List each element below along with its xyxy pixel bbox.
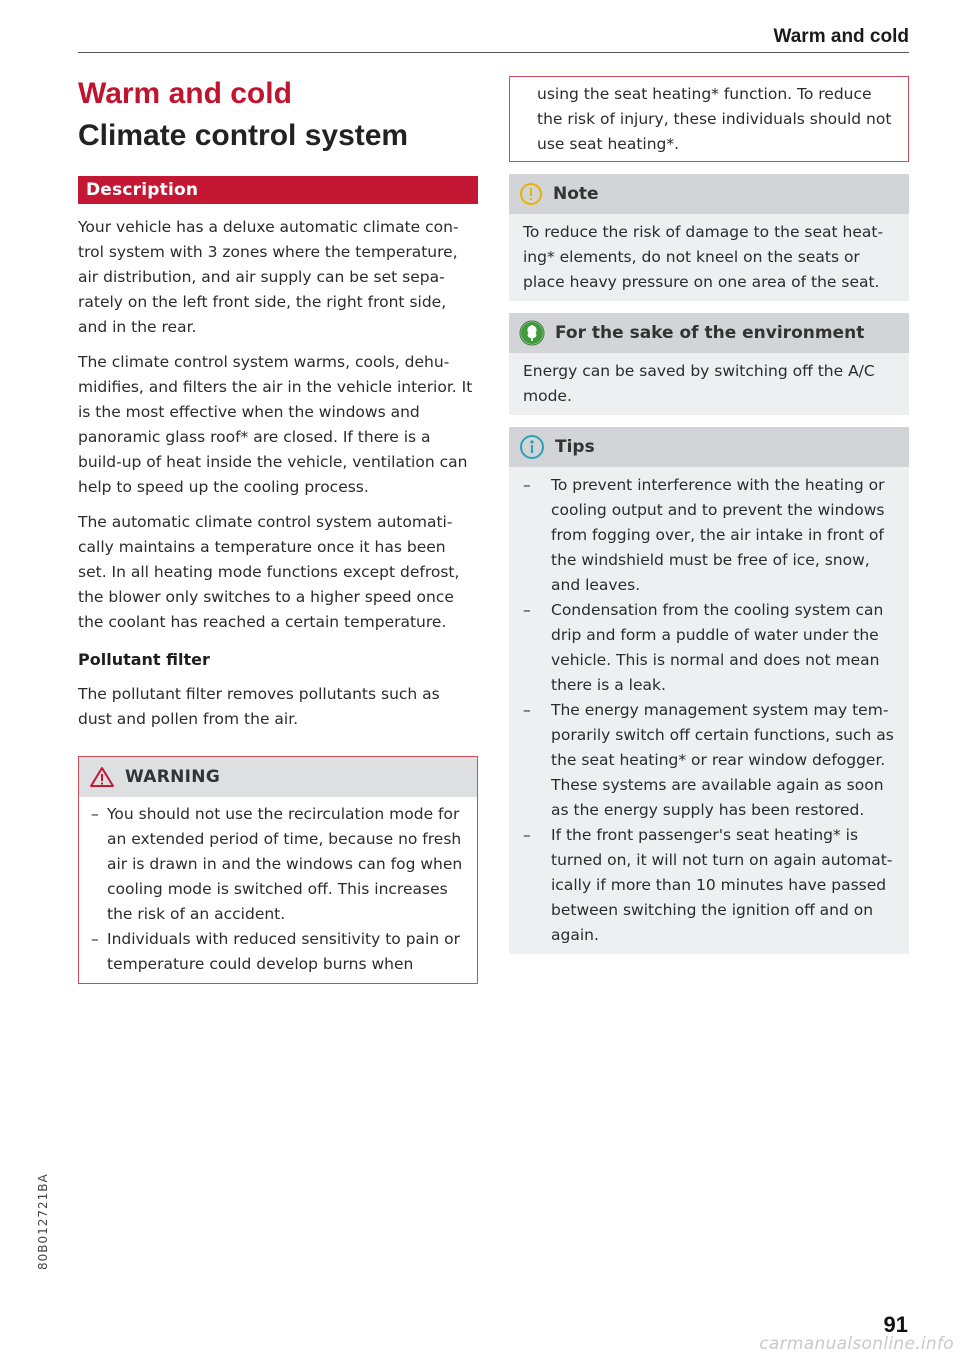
left-column xyxy=(78,70,478,984)
warning-list xyxy=(81,802,467,977)
warning-continued-box xyxy=(509,76,909,162)
warning-body xyxy=(79,797,477,983)
note-body xyxy=(509,214,909,301)
page-number: 91 xyxy=(883,1312,908,1337)
tips-label: Tips xyxy=(555,437,595,457)
list-item: – If the front passenger's seat heating* is turned on, it will not turn on again automat-ically if more than 10 minutes have passed between switching the ignition off and on again. xyxy=(523,823,895,948)
info-circle-icon xyxy=(519,434,545,460)
chapter-title: Warm and cold xyxy=(78,77,292,110)
list-item: – The energy management system may tem-porarily switch off certain functions, such as the seat heating* or rear window defogger. These systems are available again as soon as the energy supply has been restored. xyxy=(523,698,895,823)
warning-header xyxy=(79,757,477,797)
pollutant-heading: Pollutant filter xyxy=(78,650,210,669)
tips-header xyxy=(509,427,909,467)
list-item: – Individuals with reduced sensitivity to pain or temperature could develop burns when xyxy=(81,927,467,977)
tips-box xyxy=(509,427,909,954)
environment-label: For the sake of the environment xyxy=(555,323,865,343)
list-item: – Condensation from the cooling system can drip and form a puddle of water under the vehicle. This is normal and does not mean there is a leak. xyxy=(523,598,895,698)
tree-circle-icon xyxy=(519,320,545,346)
watermark-link[interactable]: carmanualsonline.info xyxy=(759,1334,954,1354)
running-head xyxy=(78,24,909,53)
paragraph: Your vehicle has a deluxe automatic climate con-trol system with 3 zones where the temperature, air distribution, and air supply can be set sepa-rately on the left front side, the right front side, and in the rear. xyxy=(78,218,459,336)
warning-triangle-icon xyxy=(89,766,115,788)
tips-body xyxy=(509,467,909,954)
section-title: Climate control system xyxy=(78,119,409,152)
running-title: Warm and cold xyxy=(773,26,909,47)
list-item: – You should not use the recirculation mode for an extended period of time, because no fresh air is drawn in and the windows can fog when cooling mode is switched off. This increases the risk of an accident. xyxy=(81,802,467,927)
environment-body xyxy=(509,353,909,415)
document-code: 80B012721BA xyxy=(36,1173,50,1270)
environment-box xyxy=(509,313,909,415)
warning-label: WARNING xyxy=(125,767,221,787)
exclamation-circle-icon xyxy=(519,182,543,206)
tips-list xyxy=(523,473,895,948)
paragraph: The climate control system warms, cools, dehu-midifies, and filters the air in the vehicle interior. It is the most effective when the windows and panoramic glass roof* are closed. If there is a build-up of heat inside the vehicle, ventilation can help to speed up the cooling process. xyxy=(78,353,473,496)
paragraph: The automatic climate control system automati-cally maintains a temperature once it has been set. In all heating mode functions except defrost, the blower only switches to a higher speed once the coolant has reached a certain temperature. xyxy=(78,513,460,631)
warning-continued-text: using the seat heating* function. To reduce the risk of injury, these individuals should not use seat heating*. xyxy=(537,85,892,153)
note-label: Note xyxy=(553,184,599,204)
warning-box xyxy=(78,756,478,984)
pollutant-text: The pollutant filter removes pollutants such as dust and pollen from the air. xyxy=(78,685,440,728)
note-box xyxy=(509,174,909,301)
environment-text: Energy can be saved by switching off the A/C mode. xyxy=(523,362,875,405)
environment-header xyxy=(509,313,909,353)
note-text: To reduce the risk of damage to the seat heat-ing* elements, do not kneel on the seats or place heavy pressure on one area of the seat. xyxy=(523,223,884,291)
description-bar: Description xyxy=(78,176,478,204)
right-column xyxy=(509,76,909,954)
note-header xyxy=(509,174,909,214)
list-item: – To prevent interference with the heating or cooling output and to prevent the windows from fogging over, the air intake in front of the windshield must be free of ice, snow, and leaves. xyxy=(523,473,895,598)
